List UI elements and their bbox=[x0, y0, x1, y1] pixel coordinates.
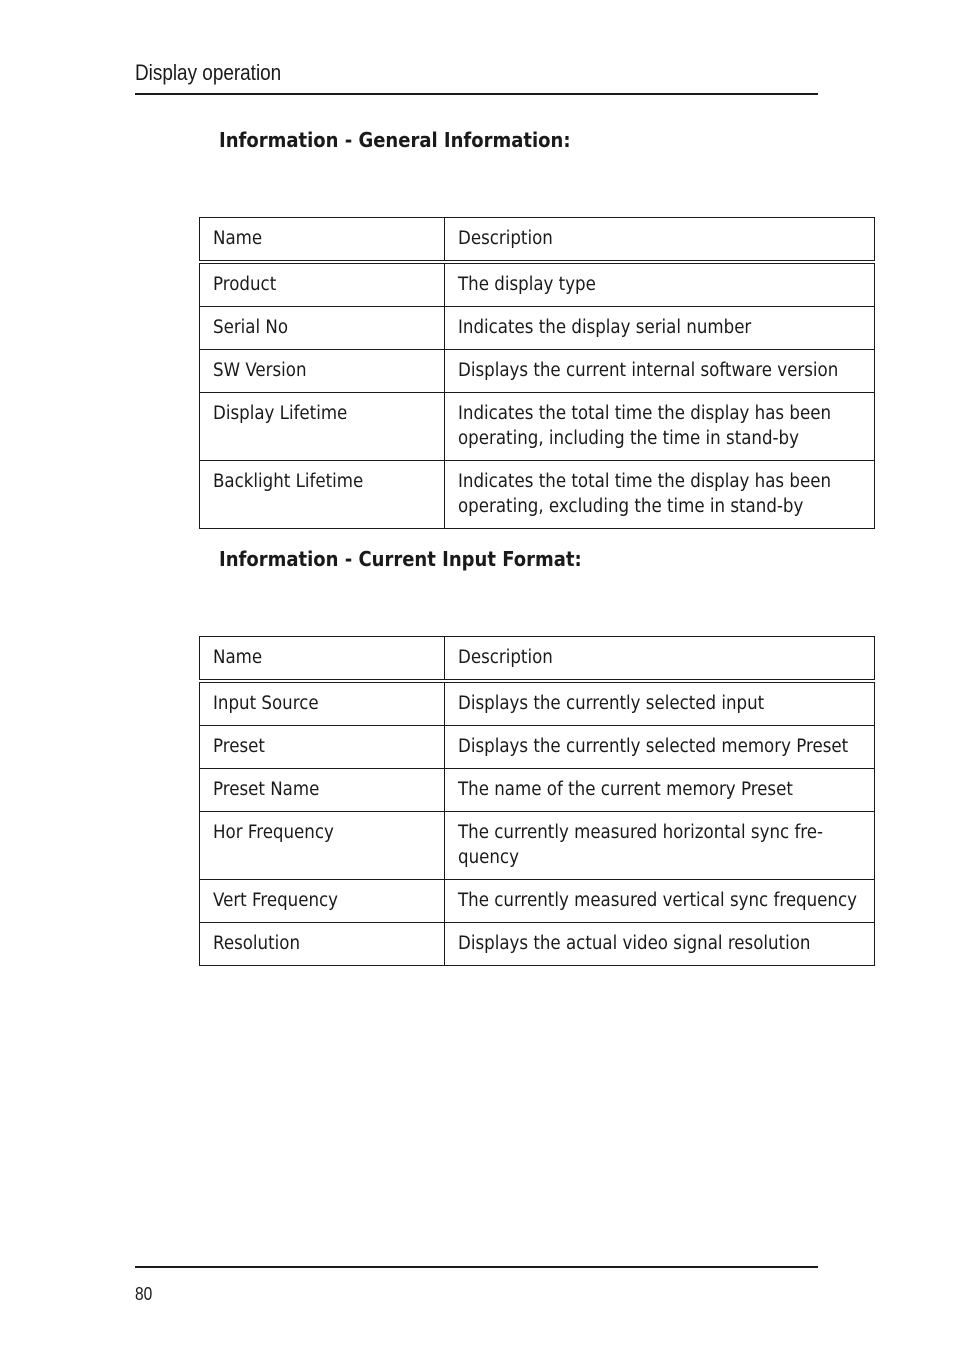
row-description: Displays the actual video signal resolution bbox=[445, 923, 875, 966]
row-description: The currently measured vertical sync frequency bbox=[445, 880, 875, 923]
row-description: Indicates the display serial number bbox=[445, 307, 875, 350]
page-number: 80 bbox=[135, 1284, 153, 1304]
table-row bbox=[200, 769, 875, 812]
row-description: Displays the currently selected memory Preset bbox=[445, 726, 875, 769]
row-description: Displays the currently selected input bbox=[445, 681, 875, 726]
section-heading-general-information: Information - General Information: bbox=[219, 128, 571, 152]
section-heading-current-input-format: Information - Current Input Format: bbox=[219, 547, 582, 571]
row-name: SW Version bbox=[200, 350, 445, 393]
table-header-row bbox=[200, 218, 875, 263]
row-description: Displays the current internal software version bbox=[445, 350, 875, 393]
header-rule bbox=[135, 93, 818, 95]
row-name: Display Lifetime bbox=[200, 393, 445, 461]
table-row bbox=[200, 350, 875, 393]
row-description: The display type bbox=[445, 262, 875, 307]
table-row bbox=[200, 923, 875, 966]
column-header-description: Description bbox=[445, 218, 875, 263]
column-header-name: Name bbox=[200, 637, 445, 682]
row-name: Serial No bbox=[200, 307, 445, 350]
table-header-row bbox=[200, 637, 875, 682]
table-row bbox=[200, 681, 875, 726]
row-name: Vert Frequency bbox=[200, 880, 445, 923]
row-name: Input Source bbox=[200, 681, 445, 726]
row-description: The name of the current memory Preset bbox=[445, 769, 875, 812]
row-name: Resolution bbox=[200, 923, 445, 966]
row-name: Preset bbox=[200, 726, 445, 769]
row-description: Indicates the total time the display has been operating, including the time in stand-by bbox=[445, 393, 875, 461]
row-name: Backlight Lifetime bbox=[200, 461, 445, 529]
current-input-format-table bbox=[199, 636, 875, 966]
column-header-description: Description bbox=[445, 637, 875, 682]
row-description: The currently measured horizontal sync fre- quency bbox=[445, 812, 875, 880]
table-row bbox=[200, 812, 875, 880]
general-information-table bbox=[199, 217, 875, 529]
row-name: Product bbox=[200, 262, 445, 307]
table-row bbox=[200, 880, 875, 923]
row-description: Indicates the total time the display has been operating, excluding the time in stand-by bbox=[445, 461, 875, 529]
footer-rule bbox=[135, 1266, 818, 1268]
row-name: Hor Frequency bbox=[200, 812, 445, 880]
page-header-title: Display operation bbox=[135, 60, 282, 85]
row-name: Preset Name bbox=[200, 769, 445, 812]
column-header-name: Name bbox=[200, 218, 445, 263]
table-row bbox=[200, 461, 875, 529]
table-row bbox=[200, 726, 875, 769]
table-row bbox=[200, 393, 875, 461]
table-row bbox=[200, 262, 875, 307]
table-row bbox=[200, 307, 875, 350]
